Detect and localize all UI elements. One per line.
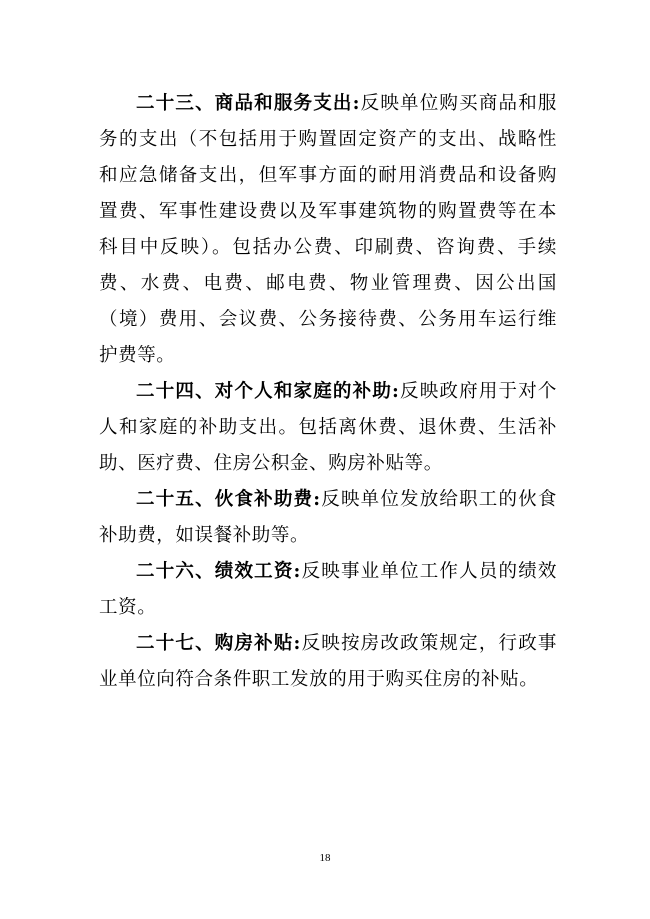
paragraph-text: 反映单位购买商品和服务的支出（不包括用于购置固定资产的支出、战略性和应急储备支出，但军事方面的耐用消费品和设备购置费、军事性建设费以及军事建筑物的购置费等在本科目中反映）。包括办公费、印刷费、咨询费、手续费、水费、电费、邮电费、物业管理费、因公出国（境）费用、会议费、公务接待费、公务用车运行维护费等。 xyxy=(99,93,557,366)
paragraph-personal-family-subsidy xyxy=(99,374,557,482)
paragraph-term: 二十六、绩效工资: xyxy=(136,561,301,582)
paragraph-term: 二十四、对个人和家庭的补助: xyxy=(136,381,400,402)
paragraph-text: 反映按房改政策规定，行政事业单位向符合条件职工发放的用于购买住房的补贴。 xyxy=(99,633,557,690)
paragraph-text: 反映政府用于对个人和家庭的补助支出。包括离休费、退休费、生活补助、医疗费、住房公积金、购房补贴等。 xyxy=(99,381,557,474)
document-body xyxy=(99,86,557,698)
page-number: 18 xyxy=(319,852,331,864)
paragraph-text: 反映单位发放给职工的伙食补助费，如误餐补助等。 xyxy=(99,489,557,546)
paragraph-commodity-services xyxy=(99,86,557,374)
paragraph-term: 二十三、商品和服务支出: xyxy=(136,93,361,114)
paragraph-housing-subsidy xyxy=(99,626,557,698)
paragraph-meal-subsidy xyxy=(99,482,557,554)
paragraph-term: 二十五、伙食补助费: xyxy=(136,489,321,510)
paragraph-text: 反映事业单位工作人员的绩效工资。 xyxy=(99,561,557,618)
paragraph-performance-pay xyxy=(99,554,557,626)
paragraph-term: 二十七、购房补贴: xyxy=(136,633,301,654)
